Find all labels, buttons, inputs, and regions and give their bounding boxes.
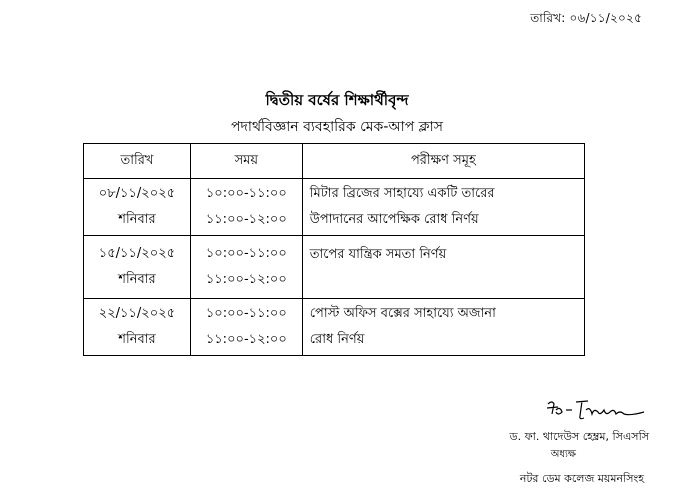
time-slot-1: ১০:০০-১১:০০	[205, 246, 287, 261]
time-slot-1: ১০:০০-১১:০০	[205, 186, 287, 201]
day-value: শনিবার	[118, 332, 156, 347]
time-cell	[190, 299, 302, 356]
date-cell	[84, 179, 191, 236]
table-row	[84, 236, 585, 299]
date-cell	[84, 236, 191, 299]
experiment-cell	[302, 299, 584, 356]
date-cell	[84, 299, 191, 356]
schedule-table	[83, 143, 585, 356]
column-header-date: তারিখ	[84, 144, 191, 179]
experiment-line-1: পোস্ট অফিস বক্সের সাহায্যে অজানা	[309, 306, 496, 321]
experiment-line-2: উপাদানের আপেক্ষিক রোধ নির্ণয়	[309, 212, 479, 227]
signatory-name: ড. ফা. থাদেউস হেম্ব্রম, সিএসসি	[509, 430, 649, 443]
time-slot-2: ১১:০০-১২:০০	[205, 332, 287, 347]
column-header-time: সময়	[190, 144, 302, 179]
date-value: ০৮/১১/২০২৫	[98, 186, 176, 201]
experiment-line-2: রোধ নির্ণয়	[309, 332, 365, 347]
experiment-cell	[302, 236, 584, 299]
day-value: শনিবার	[118, 212, 156, 227]
experiment-line-1: তাপের যান্ত্রিক সমতা নির্ণয়	[309, 247, 447, 262]
column-header-experiments: পরীক্ষণ সমূহ	[302, 144, 584, 179]
time-cell	[190, 236, 302, 299]
table-header-row	[84, 144, 585, 179]
signatory-designation: অধ্যক্ষ	[550, 449, 576, 460]
notice-title: দ্বিতীয় বর্ষের শিক্ষার্থীবৃন্দ	[265, 91, 409, 109]
experiment-line-1: মিটার ব্রিজের সাহায্যে একটি তারের	[309, 186, 495, 201]
institution-name: নটর ডেম কলেজ ময়মনসিংহ	[519, 472, 644, 485]
time-slot-2: ১১:০০-১২:০০	[205, 212, 287, 227]
date-value: ২২/১১/২০২৫	[98, 306, 176, 321]
notice-date: তারিখ: ০৬/১১/২০২৫	[530, 11, 642, 25]
notice-subtitle: পদার্থবিজ্ঞান ব্যবহারিক মেক-আপ ক্লাস	[231, 119, 443, 135]
time-cell	[190, 179, 302, 236]
day-value: শনিবার	[118, 272, 156, 287]
time-slot-2: ১১:০০-১২:০০	[205, 272, 287, 287]
handwritten-signature	[544, 396, 654, 424]
table-row	[84, 179, 585, 236]
date-value: ১৫/১১/২০২৫	[98, 246, 176, 261]
table-row	[84, 299, 585, 356]
experiment-cell	[302, 179, 584, 236]
time-slot-1: ১০:০০-১১:০০	[205, 306, 287, 321]
